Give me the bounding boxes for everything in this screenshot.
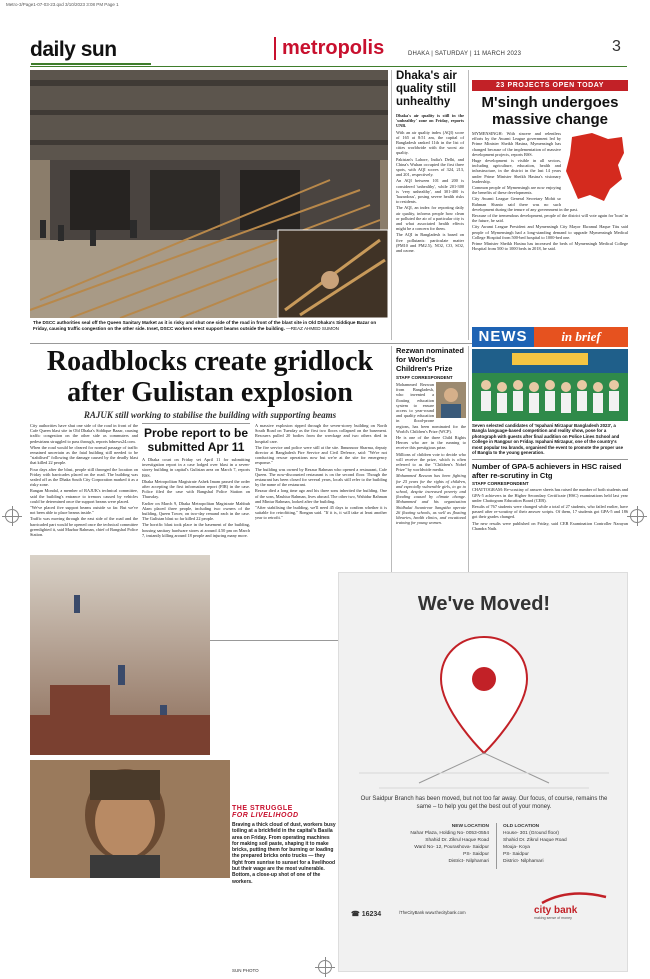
air-quality-para: An AQI between 101 and 200 is considered 'unhealthy', while 201-300 is 'very unhealthy', and 301-400 is 'hazardous', posing severe health risks to residents. xyxy=(396,178,464,205)
column-rule-1 xyxy=(391,70,392,340)
ad-web: /TheCityBank www.thecitybank.com xyxy=(399,910,466,915)
main-story-para: When the road would be cleared for normal passage of traffic remained uncertain as the fatal building still needed to be "stabilised" following the damage caused by the deadly blast that killed 22 people. xyxy=(30,444,138,466)
struggle-portrait xyxy=(30,760,230,878)
registration-mark-bottom xyxy=(318,960,332,974)
air-quality-para: The AQI, an index for reporting daily air quality, informs people how clean or polluted the air of a particular city is and what associated health effects might be a concern for them. xyxy=(396,205,464,232)
struggle-kicker2: FOR LIVELIHOOD xyxy=(232,812,299,819)
new-location-line: Shahid Dr. Zikrul Haque Road xyxy=(425,838,489,843)
new-location-line: Ward No- 12, Pourashova- Saidpur xyxy=(414,845,489,850)
ad-old-location xyxy=(503,823,623,865)
air-quality-story xyxy=(396,70,464,340)
main-story-para: Rangan Mondal, a member of RAJUK's technical committee, said the building's entrance to tremors caused by vehicles could be determined once the support beams were placed. xyxy=(30,488,138,504)
brief2-headline: Number of GPA-5 achievers in HSC raised after re-scrutiny in Ctg xyxy=(472,459,628,480)
rezwan-para: Millions of children vote to decide who will receive the prize, which is often referred to as the "Children's Nobel Prize" by worldwide media. xyxy=(396,451,466,473)
brief1-caption: Seven selected candidates of 'Ispahani Mirzapur Bangladesh 2023', a Bangla language-based competition and reality show, pose for a photograph with guests after final audition on Police Lines School and College in Rangpur on Friday. Ispahani Mirzapur, one of the country's most popular tea brands, organised the event to promote the proper use of Bangla to the young generation. xyxy=(472,423,624,456)
print-slug: Metro-3/Page1-07-03-23.qxd 3/10/2023 3:08 PM Page 1 xyxy=(6,2,119,7)
ad-headline: We've Moved! xyxy=(417,593,551,615)
main-headline xyxy=(30,346,390,420)
probe-para: Dhaka Metropolitan Magistrate Ashek Imam passed the order after accepting the first information report (FIR) in the case. Police filed the case with Bangshal Police Station on Thursday. xyxy=(142,478,250,500)
brief2-byline: STAFF CORRESPONDENT xyxy=(472,481,529,487)
air-quality-body xyxy=(396,113,464,253)
main-story-para: Four days after the blast, people still thronged the location on Friday with barricades placed on the road. The building was sealed off as the Dhaka South City Corporation marked it as a risky zone. xyxy=(30,466,138,488)
main-story-para: The fire service and police were still at the site. Ibnunnoor Sharma, deputy director at Bangladesh Fire Service and Civil Defence, said: "We're not conducting rescue operations now but we're at the site for emergency response." xyxy=(255,444,387,466)
new-location-title: NEW LOCATION xyxy=(451,824,489,829)
probe-para: A Dhaka court on Friday set April 11 for submitting investigation report in a case lodged over blast in a seven-storey building in capital's Gulistan area on March 7, reports BSS. xyxy=(142,457,250,478)
struggle-caption-block xyxy=(232,805,337,885)
brief-photo xyxy=(472,349,628,421)
air-quality-para: With an air quality index (AQI) score of 165 at 8:51 am, the capital of Bangladesh ranked 11th in the list of cities worldwide with the worst air quality. xyxy=(396,129,464,156)
column-rule-2 xyxy=(468,70,469,340)
air-quality-para: The AQI in Bangladesh is based on five pollutants: particulate matter (PM10 and PM2.5), NO2, CO, SO2, and ozone. xyxy=(396,232,464,254)
main-story-para: A massive explosion ripped through the seven-storey building on North South Road on Tuesday as the first two floors collapsed on the basement. Rescuers pulled 20 bodies from the wreckage and two others died in hospital care. xyxy=(255,423,387,444)
probe-para: The horrific blast took place in the basement of the building, housing sanitary hardware stores at around 4.50 pm on March 7, instantly killing around 18 people and injuring many more. xyxy=(142,522,250,538)
air-quality-para: Pakistan's Lahore, India's Delhi, and China's Wuhan occupied the first three spots, with AQI scores of 324, 213, and 201, respectively. xyxy=(396,156,464,178)
rezwan-headline: Rezwan nominated for World's Children's Prize xyxy=(396,346,464,373)
mymensingh-body xyxy=(472,131,628,251)
mymensingh-para: Huge development is visible in all sectors, including agriculture, education, health and infrastructure, in the district in the last 14 years under Prime Minister Sheikh Hasina's visionary leadership. xyxy=(472,158,561,184)
mymensingh-para: Because of the tremendous development, people of the district will vote again for 'boat' in the future, he said. xyxy=(472,213,628,224)
brickfield-photo xyxy=(30,555,210,755)
brief2-para: CHATTOGRAM: Re-scrutiny of answer sheets has raised the number of both students and GPA-5 achievers in the Higher Secondary Certificate (HSC) examinations held last year under Chattogram Education Board (CEB). xyxy=(472,487,629,503)
mymensingh-para: MYMENSINGH: With sincere and relentless efforts by the Awami League government led by Prime Minister Sheikh Hasina, Mymensingh has changed because of the implementation of massive development projects, reports BSS. xyxy=(472,131,561,157)
section-banner xyxy=(274,37,416,60)
dateline: DHAKA | SATURDAY | 11 MARCH 2023 xyxy=(408,51,522,57)
main-story-para: Rezaur died a long time ago and his three sons inherited the building. One of the sons, Mashiur Rahman, lives abroad. The other two, Wahidur Rahman and Mintur Rahman, looked after the building. xyxy=(255,488,387,504)
main-story-para: Traffic was moving through the east side of the road and the barricaded part would be opened once the technical committee greenlighted it, said Mazhar Rahman, chief of Bangshal Police Station. xyxy=(30,516,138,538)
air-quality-para: Dhaka's air quality is still in the 'unhealthy' zone on Friday, reports UNB. xyxy=(396,113,464,129)
air-quality-headline: Dhaka's air quality still unhealthy xyxy=(396,70,457,108)
new-location-line: District- Nilphamari xyxy=(448,859,489,864)
old-location-line: PS- Saidpur xyxy=(503,852,529,857)
lead-caption-credit: —REAZ AHMED SUMON xyxy=(286,325,339,331)
hotline-number: 16234 xyxy=(361,911,382,918)
brief2-para: Results of 767 students were changed while a total of 27 students, who failed earlier, have passed after re-scrutiny of their answer scripts. Of them, 17 students got GPA-5 and 186 got their grades changed. xyxy=(472,504,628,520)
section-name: metropolis xyxy=(282,37,385,59)
new-location-line: Nahar Plaza, Holding No- 0053-0554 xyxy=(410,831,489,836)
news-label: NEWS xyxy=(472,327,534,347)
registration-mark-right xyxy=(630,509,644,523)
probe-para: Earlier on March 9, Dhaka Metropolitan Magistrate Mahbub Alam placed three people, including two owners of the building, Queen Tower, on two-day remand each in the case. The Gulistan blast so far killed 22 people. xyxy=(142,500,250,522)
brief-label: in brief xyxy=(534,327,628,347)
masthead-rule xyxy=(30,66,627,67)
main-headline-line1: Roadblocks create gridlock xyxy=(46,346,374,377)
mymensingh-headline: M'singh undergoes massive change xyxy=(481,94,619,128)
rezwan-byline: STAFF CORRESPONDENT xyxy=(396,375,453,380)
mymensingh-story xyxy=(472,80,628,342)
main-headline-line2: after Gulistan explosion xyxy=(67,377,353,408)
ad-hotline xyxy=(351,910,381,918)
ad-location-divider xyxy=(496,823,497,869)
probe-body xyxy=(142,457,250,538)
struggle-credit: SUN PHOTO xyxy=(232,968,259,973)
mymensingh-para: Common people of Mymensingh are now enjoying the benefits of these developments. xyxy=(472,185,561,196)
ad-new-location xyxy=(369,823,489,865)
new-location-line: PS- Saidpur xyxy=(463,852,489,857)
news-in-brief-banner xyxy=(472,327,628,347)
main-story-para: City authorities have shut one side of the road in front of the Cafe Queen blast site in Old Dhaka's Siddique Bazar, causing traffic congestion on the other side as commuters and pedestrians struggled to pass through, reports bdnews24.com. xyxy=(30,423,138,444)
rezwan-body xyxy=(396,382,466,525)
main-story-para: "After stabilising the building, we'll need 45 days to confirm whether it is suitable for retrofitting," Rongan said. "If it is, it will take at least another year to retrofit." xyxy=(255,505,387,521)
city-bank-name: city bank xyxy=(534,905,578,916)
main-story-para: "We've placed five support beams outside so far. But we've not been able to place beams inside." xyxy=(30,505,138,516)
lead-photo xyxy=(30,70,388,318)
mymensingh-para: City Awami League President and Mymensingh City Mayor Ekramul Haque Titu said people of Mymensingh had a long-standing demand to upgrade Mymensingh Medical College Hospital from 500-bed hospital to 1000-bed one. xyxy=(472,224,628,240)
rezwan-para: Mohammed Rezwan has been fighting for 25 years for the rights of children, and especially vulnerable girls, to go to school, despite increased poverty and flooding caused by climate change. Mohammed and his organisation Shidhulai Swanirvar Sangstha operate 26 floating schools, as well as floating libraries, health clinics, and vocational training for young women. xyxy=(396,473,466,526)
rezwan-para: He is one of the three Child Rights Heroes who are in the running to receive this prestigious prize. xyxy=(396,435,466,451)
city-bank-swoosh xyxy=(534,891,614,905)
brief2-para: The new results were published on Friday, said CEB Examination Controller Narayan Chandra Nath. xyxy=(472,520,628,531)
logo-underline xyxy=(31,63,151,65)
old-location-line: House- 301 (Ground floor) xyxy=(503,831,559,836)
page-number: 3 xyxy=(612,38,621,55)
main-subhead: RAJUK still working to stabilise the building with supporting beams xyxy=(83,410,337,420)
city-bank-ad xyxy=(338,572,628,972)
masthead xyxy=(30,16,627,66)
struggle-caption: Braving a thick cloud of dust, workers busy toiling at a brickfield in the capital's Basila area on Friday. From operating machines for making soil paste, shaping it to make bricks, putting them for burning or loading the prepared bricks onto trucks — they fight from sunrise to sunset for a livelihood but their wage are the most vulnerable. Bottom, a close-up shot of one of the workers. xyxy=(232,822,336,885)
lead-caption-text: The DSCC authorities seal off the Queen Sanitary Market as it is risky and shut one side of the road in front of the blast site in Old Dhaka's Siddique Bazar on Friday, causing traffic congestion on the other side. Inset, DSCC workers erect support beams outside the building. xyxy=(33,320,377,331)
main-story-para: The building was owned by Rezaur Rahman who opened a restaurant, Cafe Queen. The now-discounted restaurant is on the second floor. Though the restaurant has been closed for several years, locals still refer to the building by the name of the restaurant. xyxy=(255,466,387,488)
probe-headline: Probe report to be submitted Apr 11 xyxy=(142,423,250,454)
projects-banner: 23 PROJECTS OPEN TODAY xyxy=(472,80,628,91)
old-location-line: Shahid Dr. Zikrul Haque Road xyxy=(503,838,567,843)
lead-photo-art xyxy=(30,70,388,318)
city-bank-logo xyxy=(534,891,614,921)
mymensingh-map xyxy=(564,131,628,203)
city-bank-tagline: making sense of money xyxy=(534,916,572,920)
mymensingh-para: Prime Minister Sheikh Hasina has increased the beds of Mymensingh Medical College Hospital from 500 to 1000 beds in 2018, he said. xyxy=(472,241,628,252)
old-location-line: District- Nilphamari xyxy=(503,859,544,864)
logo-daily-sun: daily sun xyxy=(30,38,117,61)
mymensingh-para: City Awami League General Secretary Mohit ur Rahman Shanto said there was no such development during the tenure of any government in the past. xyxy=(472,196,578,212)
brickfield-photo-art xyxy=(30,555,210,755)
ad-body: Our Saidpur Branch has been moved, but not too far away. Our focus, of course, remains the same – to help you get the best out of your money. xyxy=(360,796,608,810)
phone-icon: ☎ xyxy=(351,911,360,918)
old-location-title: OLD LOCATION xyxy=(503,824,540,829)
rezwan-portrait xyxy=(436,382,466,418)
brief2-body xyxy=(472,487,628,531)
struggle-kicker: THE STRUGGLE xyxy=(232,805,293,812)
registration-mark-left xyxy=(5,509,19,523)
rezwan-para: Mohammed Rezwan from Bangladesh, who invented a floating education system to ensure access to year-round and quality education in flood-prone regions, has been nominated for the World's Children's Prize (WCP). xyxy=(396,382,466,434)
ad-map-pin-art xyxy=(359,623,609,793)
old-location-line: Mouja- Koya xyxy=(503,845,530,850)
lead-photo-caption xyxy=(33,320,383,331)
struggle-portrait-art xyxy=(30,760,230,878)
